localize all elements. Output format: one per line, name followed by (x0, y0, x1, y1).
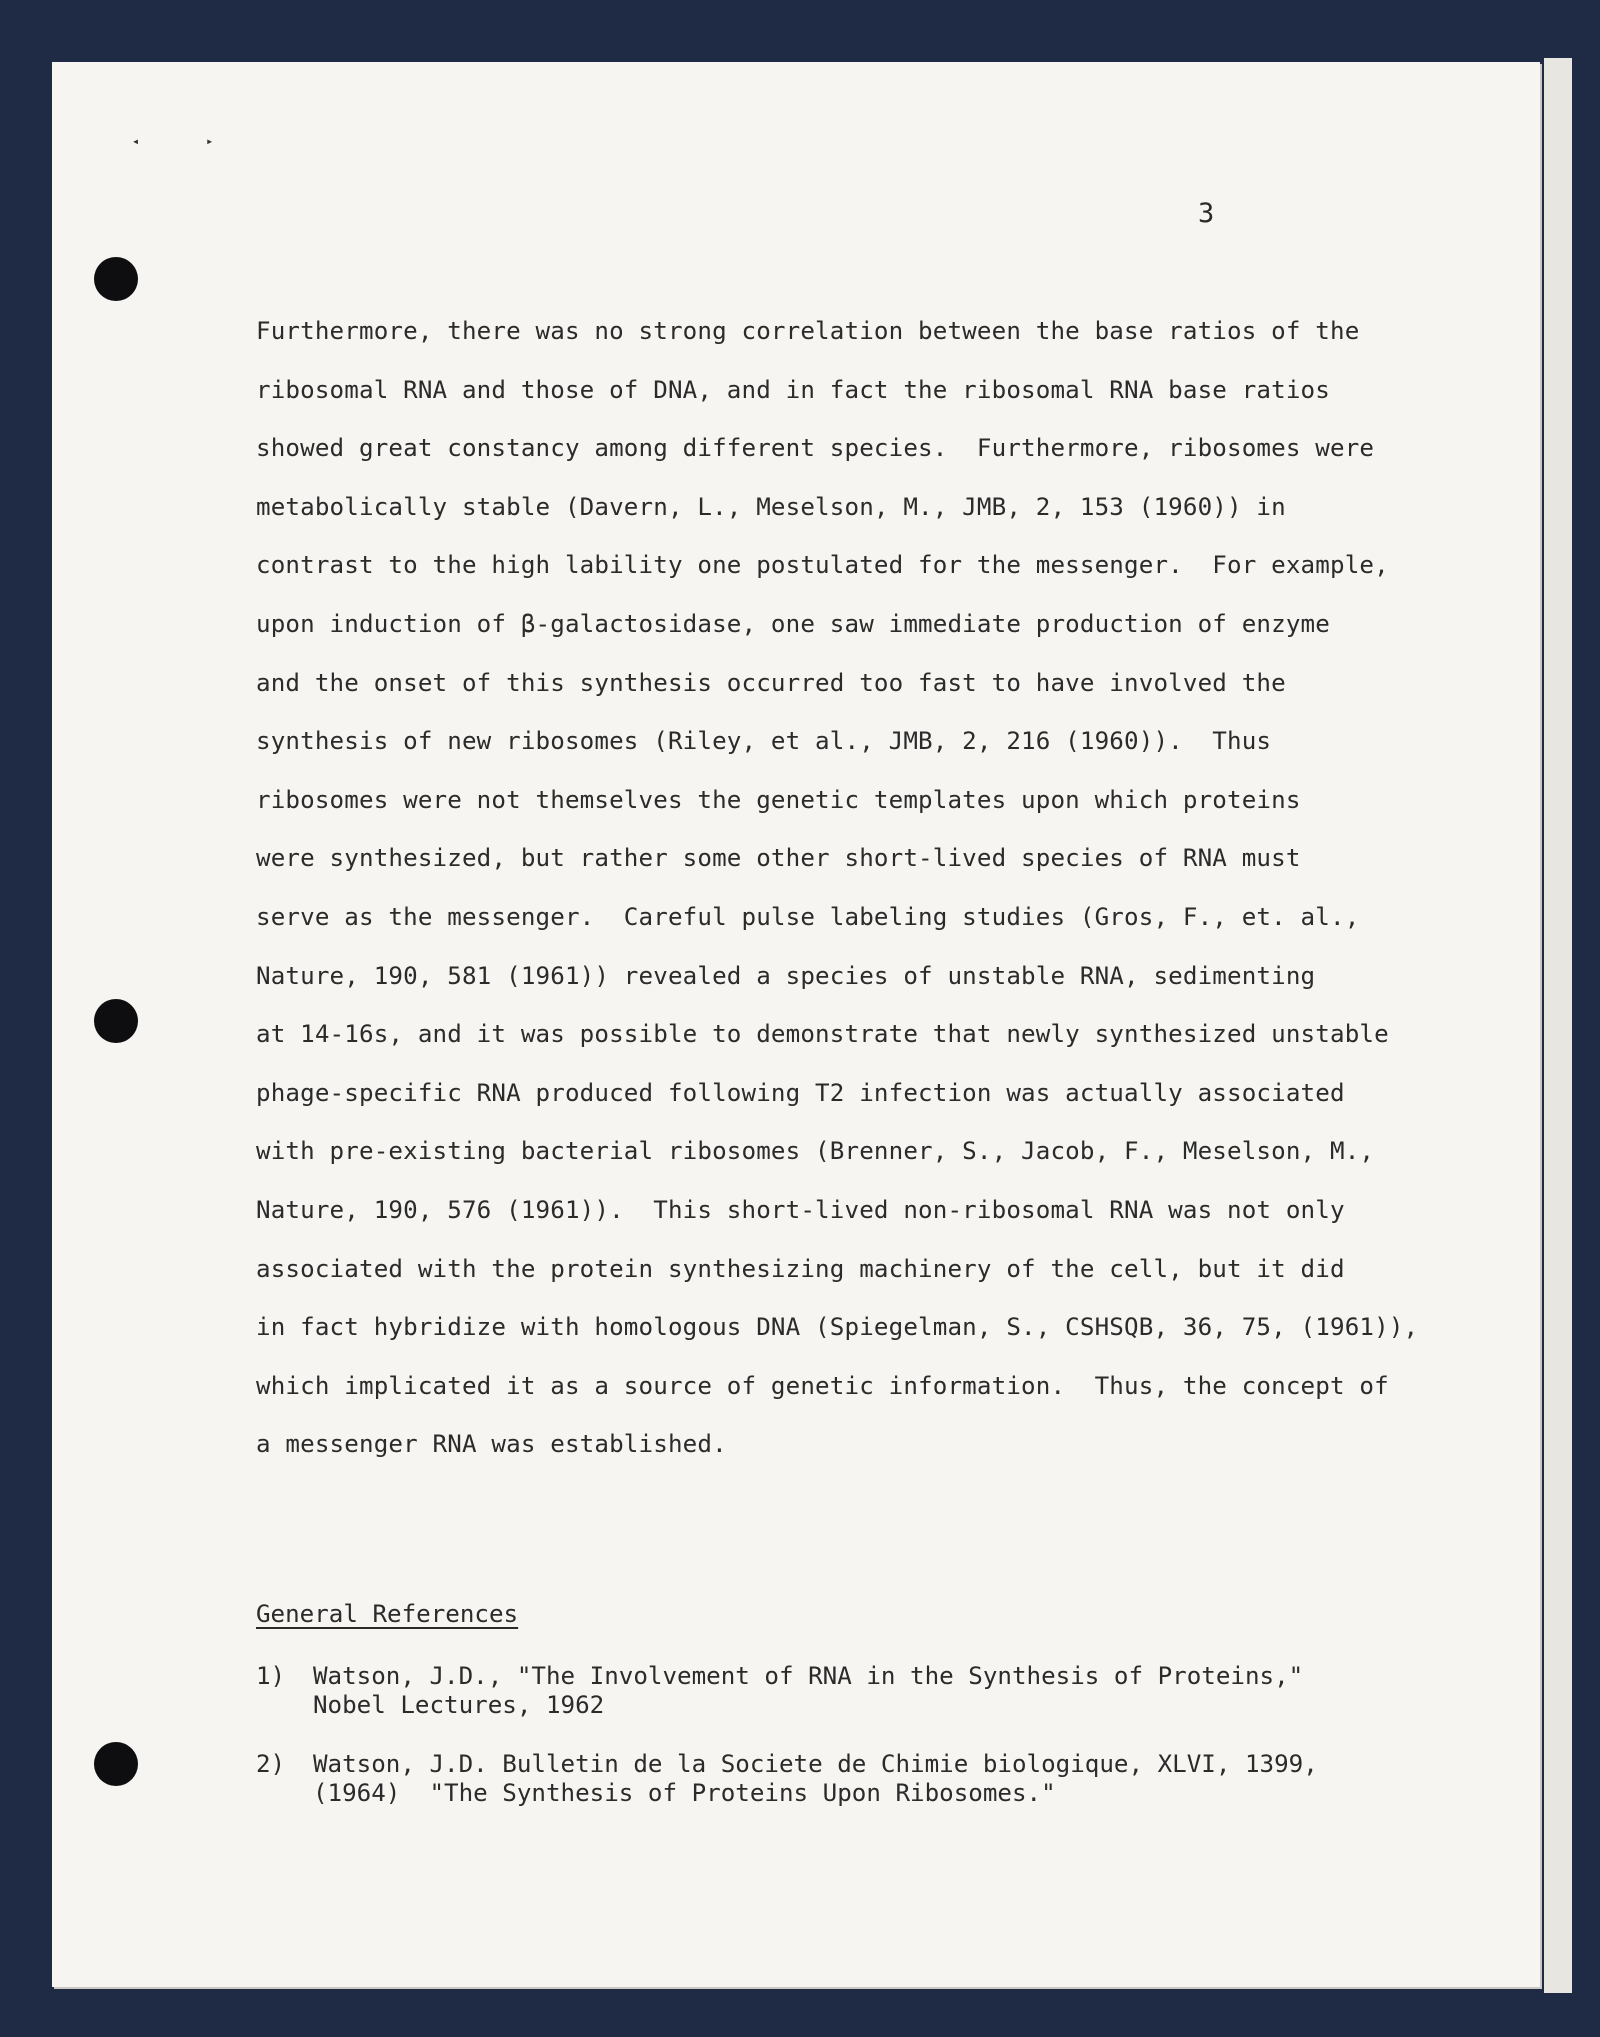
body-line: which implicated it as a source of genetic information. Thus, the concept of (256, 1371, 1389, 1400)
sheet-edge (1544, 58, 1572, 1993)
body-line: and the onset of this synthesis occurred too fast to have involved the (256, 668, 1286, 697)
punch-hole-top (94, 257, 138, 301)
body-line: Nature, 190, 581 (1961)) revealed a species of unstable RNA, sedimenting (256, 961, 1316, 990)
body-line: phage-specific RNA produced following T2 infection was actually associated (256, 1078, 1345, 1107)
body-line: serve as the messenger. Careful pulse labeling studies (Gros, F., et. al., (256, 902, 1360, 931)
body-line: Furthermore, there was no strong correlation between the base ratios of the (256, 317, 1360, 345)
page-number: 3 (1198, 198, 1215, 229)
body-line: a messenger RNA was established. (256, 1430, 727, 1459)
body-line: ribosomal RNA and those of DNA, and in fact the ribosomal RNA base ratios (256, 375, 1330, 404)
body-line: showed great constancy among different species. Furthermore, ribosomes were (256, 434, 1375, 463)
body-line: ribosomes were not themselves the genetic templates upon which proteins (256, 785, 1301, 814)
body-line: synthesis of new ribosomes (Riley, et al., JMB, 2, 216 (1960)). Thus (256, 727, 1272, 756)
reference-line: Watson, J.D., "The Involvement of RNA in the Synthesis of Proteins," (313, 1662, 1304, 1690)
reference-number: 1) (256, 1662, 286, 1690)
body-line: associated with the protein synthesizing machinery of the cell, but it did (256, 1254, 1345, 1283)
body-line: metabolically stable (Davern, L., Meselson, M., JMB, 2, 153 (1960)) in (256, 492, 1286, 521)
punch-hole-bottom (94, 1742, 138, 1786)
margin-mark-left: ◂ (132, 134, 140, 148)
body-paragraph (256, 302, 1456, 1474)
reference-number: 2) (256, 1750, 286, 1778)
reference-item (256, 1662, 1456, 1722)
body-line: at 14-16s, and it was possible to demonstrate that newly synthesized unstable (256, 1020, 1389, 1049)
reference-line: (1964) "The Synthesis of Proteins Upon Ribosomes." (313, 1779, 1056, 1807)
body-line: were synthesized, but rather some other short-lived species of RNA must (256, 844, 1301, 873)
reference-item (256, 1750, 1456, 1810)
body-line: contrast to the high lability one postulated for the messenger. For example, (256, 551, 1389, 580)
body-line: upon induction of β-galactosidase, one saw immediate production of enzyme (256, 609, 1330, 638)
body-line: in fact hybridize with homologous DNA (Spiegelman, S., CSHSQB, 36, 75, (1961)), (256, 1313, 1419, 1342)
punch-hole-middle (94, 999, 138, 1043)
body-line: Nature, 190, 576 (1961)). This short-lived non-ribosomal RNA was not only (256, 1195, 1345, 1224)
body-line: with pre-existing bacterial ribosomes (Brenner, S., Jacob, F., Meselson, M., (256, 1137, 1375, 1166)
reference-line: Watson, J.D. Bulletin de la Societe de Chimie biologique, XLVI, 1399, (313, 1750, 1318, 1778)
references-heading: General References (256, 1600, 519, 1628)
margin-mark-right: ▸ (206, 134, 214, 148)
reference-line: Nobel Lectures, 1962 (313, 1691, 605, 1719)
